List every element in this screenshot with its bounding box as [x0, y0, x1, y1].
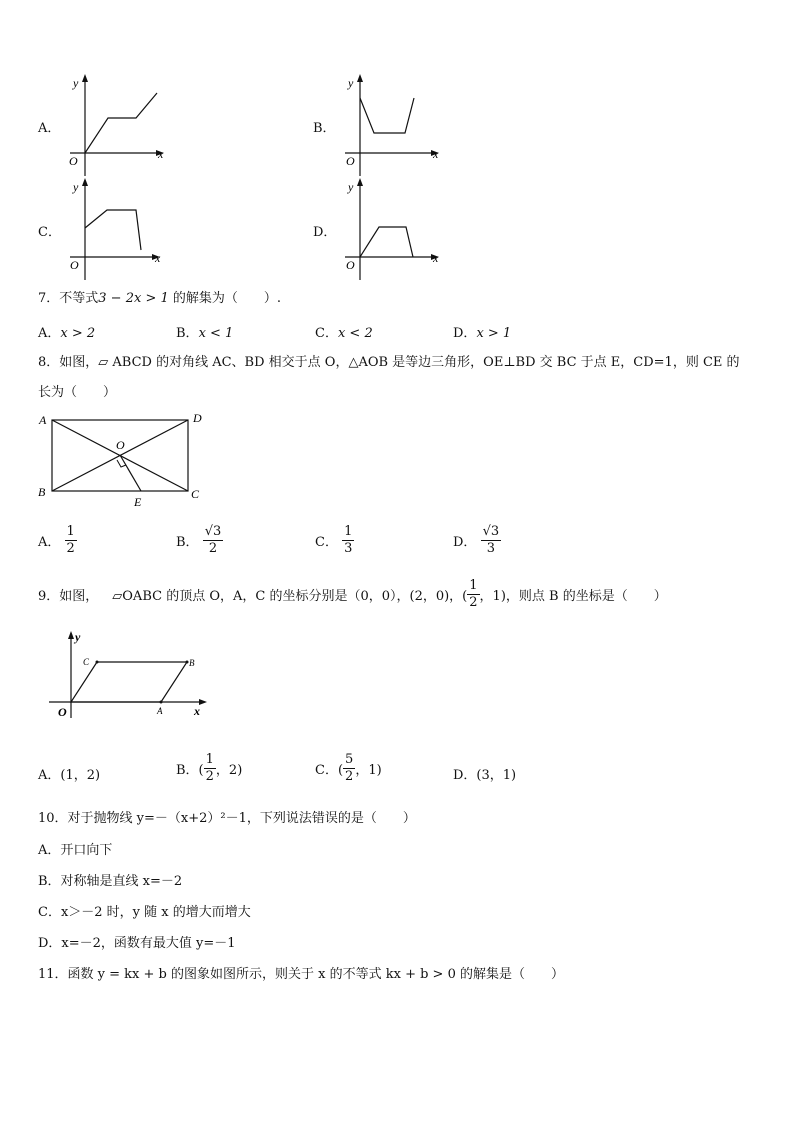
- q9-point-c: C: [83, 657, 90, 667]
- q9-option-a: A．(1，2): [38, 768, 101, 783]
- graph-c: [60, 176, 170, 284]
- q8-option-a: A． $\frac{1}{2}$: [38, 524, 75, 556]
- graph-a-o: O: [69, 154, 78, 168]
- q8-option-b: B． $\frac{√3}{2}$: [176, 524, 222, 556]
- q8-figure: [30, 408, 220, 512]
- graph-a-y: y: [73, 76, 79, 90]
- q8-option-d: D． $\frac{√3}{3}$: [453, 524, 500, 556]
- q8-point-o: O: [116, 438, 125, 452]
- q9-option-c: C．( $\frac{5}{2}$ ，1): [315, 752, 382, 784]
- q11-stem: 11．函数 y = kx + b 的图象如图所示，则关于 x 的不等式 kx + b > 0 的解集是（ ）: [38, 967, 564, 982]
- graph-d-y: y: [348, 180, 354, 194]
- q10-option-b: B．对称轴是直线 x=－2: [38, 874, 183, 889]
- q7-option-d: D．x > 1: [453, 326, 512, 341]
- graph-b: [335, 72, 445, 180]
- q10-option-a: A．开口向下: [38, 843, 113, 858]
- q7-stem: 7．不等式3 − 2x > 1 的解集为（ ）.: [38, 291, 282, 306]
- q9-option-d: D．(3，1): [453, 768, 517, 783]
- graph-d: [335, 176, 445, 284]
- q9-point-a: A: [157, 706, 163, 716]
- graph-c-o: O: [70, 258, 79, 272]
- graph-b-label: B．: [313, 121, 336, 136]
- q9-figure: [44, 628, 214, 720]
- graph-a-x: x: [158, 147, 164, 161]
- graph-d-label: D．: [313, 225, 337, 240]
- q9-point-b: B: [189, 658, 195, 668]
- q9-point-o: O: [58, 705, 67, 719]
- graph-d-x: x: [433, 251, 439, 265]
- graph-b-y: y: [348, 76, 354, 90]
- graph-b-o: O: [346, 154, 355, 168]
- q8-point-c: C: [191, 487, 200, 501]
- q9-axis-x: x: [194, 704, 200, 718]
- graph-c-y: y: [73, 180, 79, 194]
- q9-axis-y: y: [75, 630, 81, 644]
- q8-point-d: D: [193, 411, 202, 425]
- q8-point-e: E: [134, 495, 142, 509]
- q8-point-b: B: [38, 485, 46, 499]
- q9-stem: 9．如图， ▱OABC 的顶点 O，A，C 的坐标分别是（0，0），(2，0)，( $\frac{1}{2}$ ，1)，则点 B 的坐标是（ ）: [38, 578, 667, 610]
- q7-option-b: B．x < 1: [176, 326, 234, 341]
- graph-a-label: A．: [38, 121, 61, 136]
- graph-b-x: x: [433, 147, 439, 161]
- q8-stem-line1: 8．如图，▱ ABCD 的对角线 AC、BD 相交于点 O，△AOB 是等边三角形，OE⊥BD 交 BC 于点 E，CD=1，则 CE 的: [38, 355, 740, 370]
- q10-option-c: C．x＞－2 时，y 随 x 的增大而增大: [38, 905, 251, 920]
- graph-c-x: x: [155, 251, 161, 265]
- q9-option-b: B．( $\frac{1}{2}$ ，2): [176, 752, 243, 784]
- q7-option-c: C．x < 2: [315, 326, 373, 341]
- graph-a: [60, 72, 170, 180]
- q8-option-c: C． $\frac{1}{3}$: [315, 524, 353, 556]
- graph-d-o: O: [346, 258, 355, 272]
- q10-option-d: D．x=－2，函数有最大值 y=－1: [38, 936, 236, 951]
- q8-stem-line2: 长为（ ）: [38, 385, 117, 400]
- graph-c-label: C．: [38, 225, 61, 240]
- q8-point-a: A: [39, 413, 47, 427]
- q7-option-a: A．x > 2: [38, 326, 96, 341]
- q10-stem: 10．对于抛物线 y=－（x+2）²－1，下列说法错误的是（ ）: [38, 811, 416, 826]
